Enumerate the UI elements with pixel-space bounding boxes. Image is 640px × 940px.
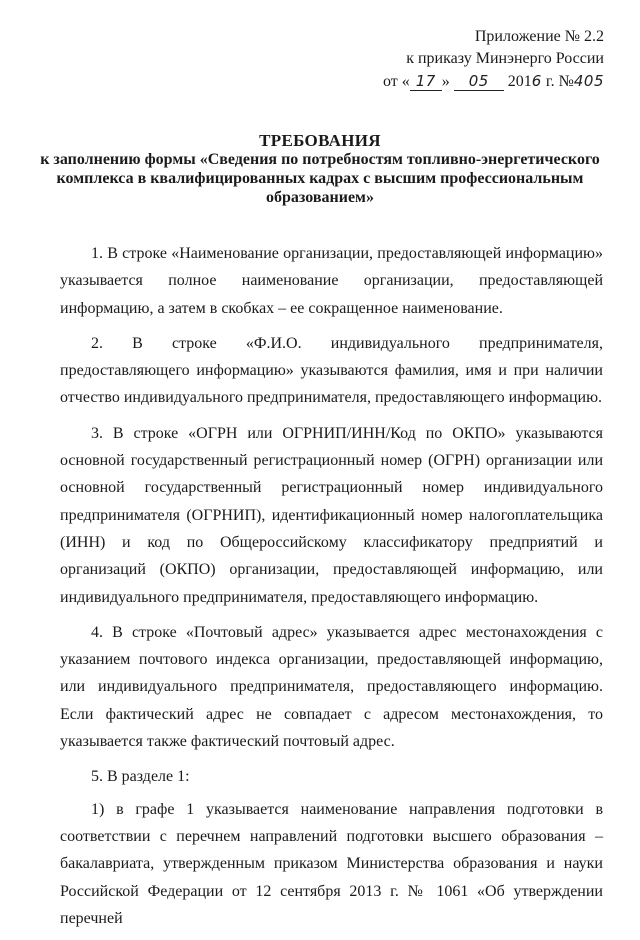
paragraph-5: 5. В разделе 1:: [91, 768, 190, 786]
paragraph-2: 2. В строке «Ф.И.О. индивидуального предпринимателя, предоставляющего информацию» указываются фамилия, имя и при наличии отчество индивидуального предпринимателя, предоставляющего информацию.: [60, 334, 603, 407]
date-mid: »: [441, 73, 450, 90]
title-main: ТРЕБОВАНИЯ: [259, 131, 381, 150]
paragraph-1: 1. В строке «Наименование организации, предоставляющей информацию» указывается полное наименование организации, предоставляющей информацию, а затем в скобках – ее сокращенное наименование.: [60, 245, 603, 317]
paragraph-5-item-1: 1) в графе 1 указывается наименование направления подготовки в соответствии с перечнем направлений подготовки высшего образования – бакалавриата, утвержденным приказом Министерства образования и науки Российской Федерации от 12 сентября 2013 г. № 1061 «Об утверждении перечней: [60, 800, 603, 927]
handwritten-month: 05: [454, 73, 504, 91]
title-line-2: комплекса в квалифицированных кадрах с высшим профессиональным: [56, 170, 584, 187]
paragraph-4: 4. В строке «Почтовый адрес» указывается адрес местонахождения с указанием почтового индекса организации, предоставляющей информацию, или индивидуального предпринимателя, предоставляющего информацию. Если фактический адрес не совпадает с адресом местонахождения, то указывается также фактический почтовый адрес.: [60, 623, 603, 751]
handwritten-order-number: 405: [573, 72, 604, 90]
document-title: [40, 131, 600, 207]
appendix-line-1: Приложение № 2.2: [474, 28, 604, 45]
document-body: [60, 240, 603, 940]
handwritten-day: 17: [410, 73, 442, 91]
handwritten-year-digit: 6: [531, 72, 542, 90]
appendix-line-2: к приказу Минэнерго России: [406, 50, 604, 67]
year-prefix: 201: [507, 73, 532, 90]
title-line-3: образованием»: [266, 189, 374, 206]
title-line-1: к заполнению формы «Сведения по потребностям топливно-энергетического: [40, 151, 600, 168]
appendix-header: [374, 26, 604, 93]
appendix-date-line: [374, 70, 604, 93]
paragraph-3: 3. В строке «ОГРН или ОГРНИП/ИНН/Код по ОКПО» указываются основной государственный регистрационный номер (ОГРН) организации или основной государственный регистрационный номер индивидуального предпринимателя (ОГРНИП), идентификационный номер налогоплательщика (ИНН) и код по Общероссийскому классификатору предприятий и организаций (ОКПО) организации, предоставляющей информацию, или индивидуального предпринимателя, предоставляющего информацию.: [60, 424, 603, 606]
year-suffix: г. №: [541, 73, 574, 90]
date-prefix: от «: [383, 73, 410, 90]
